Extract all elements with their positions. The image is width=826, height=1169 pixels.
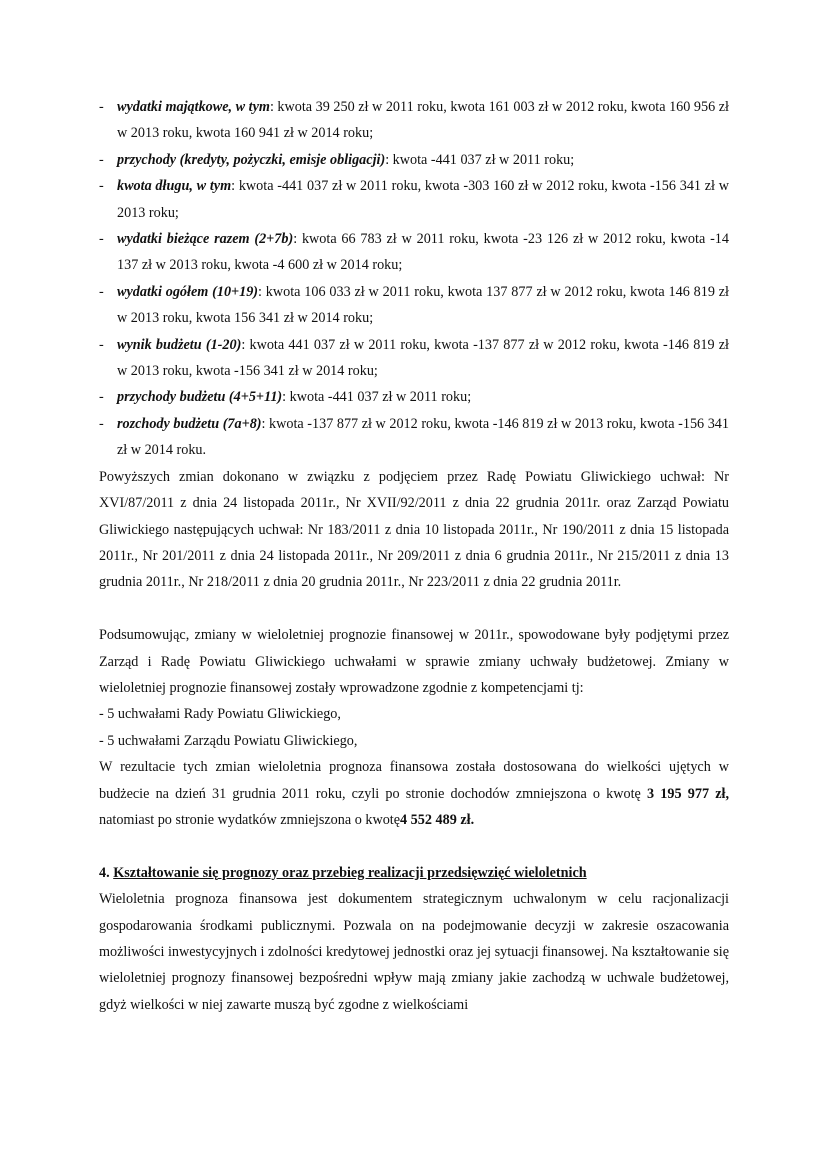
item-text: : kwota 39 250 zł w 2011 roku, kwota 161 003 zł w 2012 roku, kwota 160 956 zł w 2013 roku, kwota 160 941 zł w 2014 roku; bbox=[117, 99, 730, 142]
item-text: : kwota -441 037 zł w 2011 roku, kwota -303 160 zł w 2012 roku, kwota -156 341 zł w 2013 roku; bbox=[117, 178, 729, 221]
dash-marker: - bbox=[99, 336, 104, 353]
dash-marker: - bbox=[99, 151, 104, 168]
paragraph-gap bbox=[99, 833, 729, 859]
result-middle-text: natomiast po stronie wydatków zmniejszona o kwotę bbox=[99, 811, 401, 828]
section-heading bbox=[99, 860, 729, 886]
paragraph-gap bbox=[99, 596, 729, 622]
list-item bbox=[99, 411, 729, 464]
dash-marker: - bbox=[99, 99, 104, 115]
document-page bbox=[99, 94, 729, 1018]
changes-list bbox=[99, 94, 729, 464]
item-term: przychody budżetu (4+5+11) bbox=[117, 389, 283, 406]
summary-paragraph: Podsumowując, zmiany w wieloletniej prognozie finansowej w 2011r., spowodowane były podjętymi przez Zarząd i Radę Powiatu Gliwickiego uchwałami w sprawie zmiany uchwały budżetowej. Zmiany w wieloletniej prognozie finansowej zostały wprowadzone zgodnie z kompetencjami tj: bbox=[99, 627, 729, 696]
list-item bbox=[99, 384, 729, 410]
item-term: kwota długu, w tym bbox=[117, 178, 232, 195]
item-term: wynik budżetu (1-20) bbox=[117, 336, 242, 353]
item-term: wydatki ogółem (10+19) bbox=[117, 283, 259, 300]
resolutions-paragraph: Powyższych zmian dokonano w związku z podjęciem przez Radę Powiatu Gliwickiego uchwał: Nr XVI/87/2011 z dnia 24 listopada 2011r., Nr XVII/92/2011 z dnia 22 grudnia 2011r. oraz Zarząd Powiatu Gliwickiego następujących uchwał: Nr 183/2011 z dnia 10 listopada 2011r., Nr 190/2011 z dnia 15 listopada 2011r., Nr 201/2011 z dnia 24 listopada 2011r., Nr 209/2011 z dnia 6 grudnia 2011r., Nr 215/2011 z dnia 13 grudnia 2011r., Nr 218/2011 z dnia 20 grudnia 2011r., Nr 223/2011 z dnia 22 grudnia 2011r. bbox=[99, 468, 729, 591]
dash-marker: - bbox=[99, 389, 104, 406]
list-item bbox=[99, 226, 729, 279]
dash-marker: - bbox=[99, 415, 104, 432]
list-item bbox=[99, 147, 729, 173]
result-paragraph bbox=[99, 754, 729, 833]
section-title: Kształtowanie się prognozy oraz przebieg realizacji przedsięwzięć wieloletnich bbox=[113, 864, 587, 881]
item-term: przychody (kredyty, pożyczki, emisje obligacji) bbox=[117, 151, 386, 168]
forecast-paragraph: Wieloletnia prognoza finansowa jest dokumentem strategicznym uchwalonym w celu racjonalizacji gospodarowania środkami publicznymi. Pozwala on na podejmowanie decyzji w zakresie oszacowania możliwości inwestycyjnych i zdolności kredytowej jednostki oraz jej sytuacji finansowej. Na kształtowanie się wieloletniej prognozy finansowej bezpośredni wpływ mają zmiany jakie zachodzą w uchwale budżetowej, gdyż wielkości w niej zawarte muszą być zgodne z wielkościami bbox=[99, 891, 729, 1013]
result-text: W rezultacie tych zmian wieloletnia prognoza finansowa została dostosowana do wielkości ujętych w budżecie na dzień 31 grudnia 2011 roku, czyli po stronie dochodów zmniejszona o kwotę bbox=[99, 759, 729, 802]
dash-marker: - bbox=[99, 231, 104, 248]
list-item bbox=[99, 279, 729, 332]
item-text: : kwota 66 783 zł w 2011 roku, kwota -23 126 zł w 2012 roku, kwota -14 137 zł w 2013 roku, kwota -4 600 zł w 2014 roku; bbox=[117, 231, 729, 274]
dash-marker: - bbox=[99, 178, 104, 195]
board-resolutions-line: - 5 uchwałami Zarządu Powiatu Gliwickiego, bbox=[99, 732, 358, 749]
dash-marker: - bbox=[99, 283, 104, 300]
list-item bbox=[99, 332, 729, 385]
council-resolutions-line: - 5 uchwałami Rady Powiatu Gliwickiego, bbox=[99, 706, 341, 723]
item-text: : kwota 106 033 zł w 2011 roku, kwota 137 877 zł w 2012 roku, kwota 146 819 zł w 2013 roku, kwota 156 341 zł w 2014 roku; bbox=[117, 283, 729, 327]
item-text: : kwota -137 877 zł w 2012 roku, kwota -146 819 zł w 2013 roku, kwota -156 341 zł w 2014 roku. bbox=[117, 415, 729, 459]
expenses-reduction-amount: 4 552 489 zł. bbox=[400, 811, 475, 828]
income-reduction-amount: 3 195 977 zł, bbox=[647, 785, 729, 802]
item-term: rozchody budżetu (7a+8) bbox=[117, 415, 262, 432]
list-item bbox=[99, 94, 729, 147]
item-text: : kwota -441 037 zł w 2011 roku; bbox=[282, 389, 472, 406]
item-text: : kwota 441 037 zł w 2011 roku, kwota -137 877 zł w 2012 roku, kwota -146 819 zł w 2013 roku, kwota -156 341 zł w 2014 roku; bbox=[117, 336, 729, 380]
item-term: wydatki majątkowe, w tym bbox=[117, 99, 270, 115]
list-item bbox=[99, 173, 729, 226]
item-term: wydatki bieżące razem (2+7b) bbox=[117, 231, 294, 248]
item-text: : kwota -441 037 zł w 2011 roku; bbox=[385, 151, 575, 168]
section-number: 4. bbox=[99, 864, 114, 881]
